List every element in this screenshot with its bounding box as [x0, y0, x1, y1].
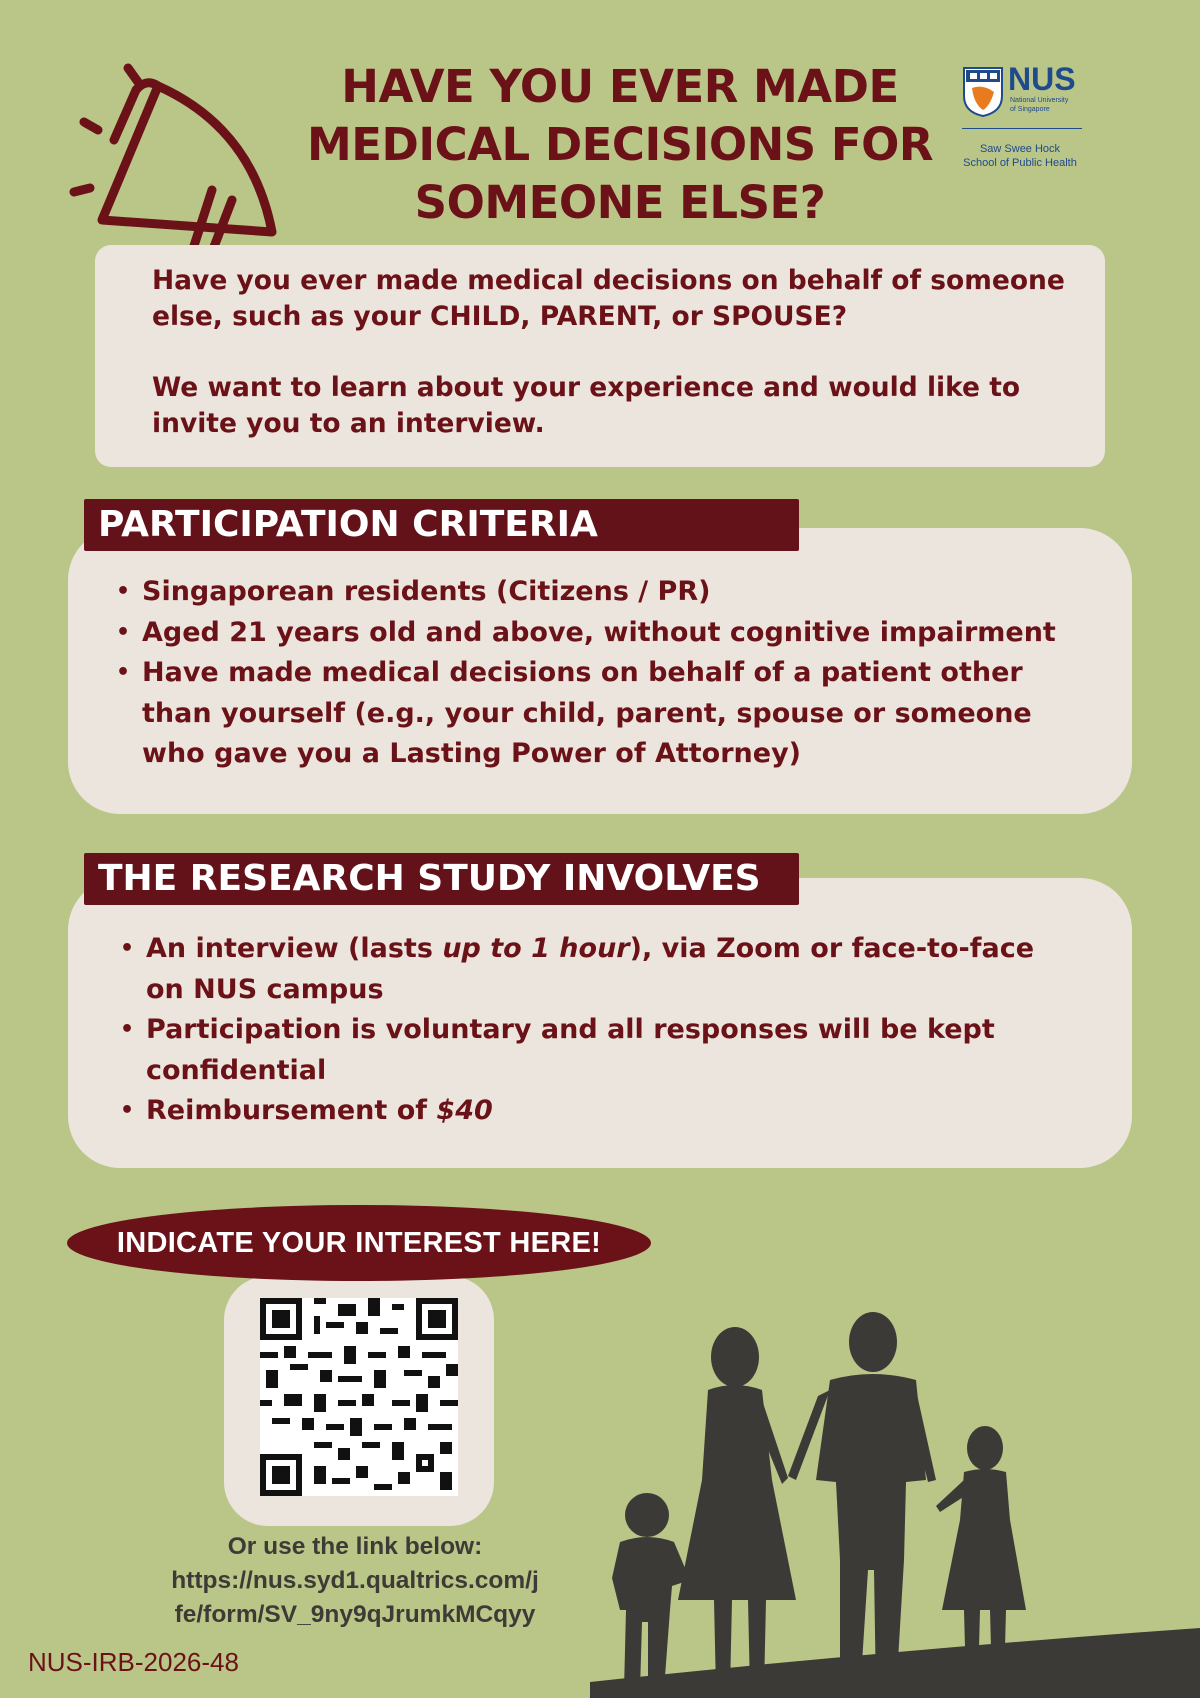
study-item-emphasis: $40 [436, 1095, 493, 1126]
study-item [120, 929, 1080, 1010]
nus-crest-icon [962, 66, 1004, 118]
school-name-line-1: Saw Swee Hock [979, 143, 1061, 155]
nus-subtitle-line-1: National University [1010, 97, 1069, 104]
nus-subtitle-line-2: of Singapore [1010, 106, 1050, 113]
survey-link-block [140, 1530, 570, 1632]
title-line-3: SOMEONE ELSE? [414, 176, 826, 229]
family-silhouette [590, 1310, 1200, 1698]
intro-paragraph-1: Have you ever made medical decisions on behalf of someone else, such as your CHILD, PARENT, or SPOUSE? [152, 265, 1065, 332]
link-prompt: Or use the link below: [227, 1533, 483, 1560]
study-item-emphasis: up to 1 hour [442, 933, 630, 964]
nus-subtitle [1010, 96, 1068, 114]
intro-paragraph-2: We want to learn about your experience and would like to invite you to an interview. [152, 372, 1021, 439]
nus-wordmark: NUS [1008, 61, 1076, 97]
title-line-2: MEDICAL DECISIONS FOR [307, 118, 933, 171]
criteria-item: • Aged 21 years old and above, without cognitive impairment [116, 613, 1096, 654]
study-heading: THE RESEARCH STUDY INVOLVES [84, 853, 799, 905]
indicate-interest-button[interactable]: INDICATE YOUR INTEREST HERE! [67, 1205, 651, 1281]
study-item-text: An interview (lasts [146, 933, 443, 964]
survey-link-continued[interactable]: fe/form/SV_9ny9qJrumkMCqyy [174, 1601, 536, 1628]
criteria-item: • Have made medical decisions on behalf of a patient other than yourself (e.g., your child, parent, spouse or someone who gave you a Lasting Power of Attorney) [116, 653, 1096, 775]
study-item [120, 1091, 1080, 1132]
logo-divider [962, 128, 1082, 129]
megaphone-icon [62, 60, 292, 250]
study-item-text: Reimbursement of [146, 1095, 437, 1126]
school-name-line-2: School of Public Health [963, 157, 1077, 169]
study-item-text: ), via Zoom or face-to-face on NUS campus [146, 933, 1035, 1005]
study-list [120, 929, 1080, 1132]
title-line-1: HAVE YOU EVER MADE [341, 60, 899, 113]
qr-code[interactable] [260, 1298, 458, 1496]
school-name [952, 142, 1088, 170]
criteria-heading: PARTICIPATION CRITERIA [84, 499, 799, 551]
study-item: • Participation is voluntary and all responses will be kept confidential [120, 1010, 1080, 1091]
survey-link[interactable]: https://nus.syd1.qualtrics.com/j [171, 1567, 539, 1594]
criteria-item: • Singaporean residents (Citizens / PR) [116, 572, 1096, 613]
irb-code: NUS-IRB-2026-48 [28, 1647, 239, 1677]
criteria-list [116, 572, 1096, 775]
page-title [270, 58, 970, 232]
